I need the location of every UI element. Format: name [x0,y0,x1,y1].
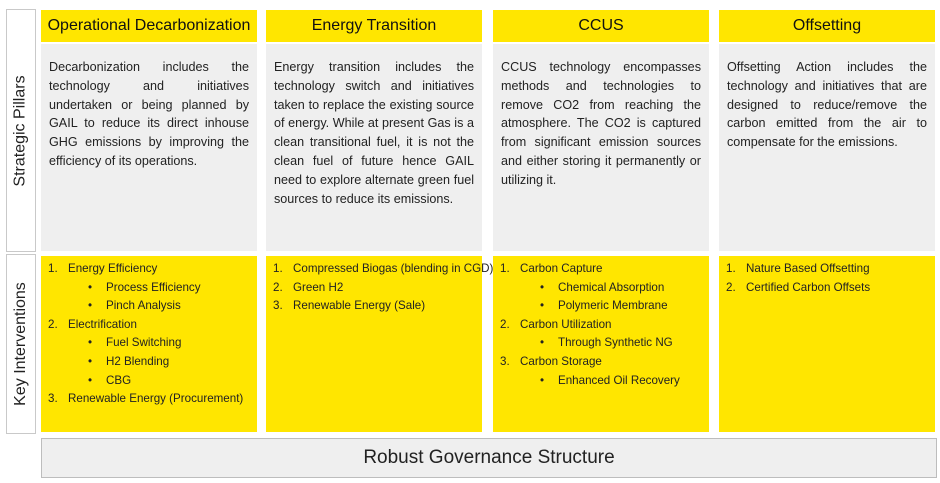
intervention-sub-item [48,334,253,353]
offsetting-description: Offsetting Action includes the technology and initiatives that are designed to reduce/remove the carbon emitted from the air to compensate for the emissions. [719,44,935,251]
intervention-item [726,279,931,298]
intervention-sub-item [500,279,705,298]
item-number: 2. [500,317,510,331]
item-label: Carbon Storage [520,354,602,368]
intervention-item [48,316,253,335]
item-number: 3. [48,392,58,406]
ccus-header [493,10,709,42]
sub-item-label: CBG [106,373,132,387]
intervention-sub-item [48,279,253,298]
governance-banner [41,438,937,478]
ccus-interventions [493,256,709,432]
operational-decarbonization-interventions [41,256,257,432]
bullet-icon: • [540,280,545,294]
intervention-item [500,260,705,279]
bullet-icon: • [88,354,93,368]
item-number: 3. [500,354,510,368]
energy-transition-header [266,10,482,42]
intervention-sub-item [48,297,253,316]
item-number: 3. [273,299,283,313]
sub-item-label: Through Synthetic NG [558,336,673,350]
item-label: Carbon Capture [520,262,603,275]
item-label: Electrification [68,317,137,331]
key-interventions-label: Key Interventions [12,282,29,406]
sub-item-label: Fuel Switching [106,336,182,350]
item-number: 1. [500,262,510,275]
item-label: Energy Efficiency [68,262,158,275]
offsetting-interventions [719,256,935,432]
item-label: Carbon Utilization [520,317,612,331]
sub-item-label: Pinch Analysis [106,299,181,313]
item-label: Certified Carbon Offsets [746,280,871,294]
intervention-item [48,260,253,279]
intervention-item [500,353,705,372]
bullet-icon: • [540,373,545,387]
ccus-title: CCUS [578,17,624,34]
item-label: Renewable Energy (Procurement) [68,392,244,406]
intervention-sub-item [48,372,253,391]
item-number: 1. [726,262,736,275]
energy-transition-interventions [266,256,494,432]
item-label: Green H2 [293,280,344,294]
intervention-item [48,390,253,409]
sub-item-label: H2 Blending [106,354,170,368]
energy-transition-description: Energy transition includes the technology switch and initiatives taken to replace the existing source of energy. While at present Gas is a clean transitional fuel, it is not the clean fuel of future hence GAIL need to explore alternate green fuel sources to reduce its emissions. [266,44,482,251]
intervention-item [500,316,705,335]
item-number: 2. [726,280,736,294]
item-number: 1. [48,262,58,275]
operational-decarbonization-title: Operational Decarbonization [47,17,251,34]
item-label: Renewable Energy (Sale) [293,299,426,313]
intervention-sub-item [500,372,705,391]
key-interventions-label-box [6,254,36,434]
item-label: Compressed Biogas (blending in CGD) [293,262,494,275]
operational-decarbonization-header [41,10,257,42]
governance-label: Robust Governance Structure [363,447,615,468]
item-number: 2. [48,317,58,331]
item-label: Nature Based Offsetting [746,262,870,275]
intervention-sub-item [500,297,705,316]
intervention-item [273,297,478,316]
bullet-icon: • [540,299,545,313]
item-number: 2. [273,280,283,294]
ccus-description: CCUS technology encompasses methods and technologies to remove CO2 from reaching the atmosphere. The CO2 is captured from significant emission sources and either storing it permanently or utilizing it. [493,44,709,251]
strategic-pillars-label: Strategic Pillars [12,74,29,187]
bullet-icon: • [88,280,93,294]
intervention-item [273,279,478,298]
intervention-item [726,260,931,279]
intervention-sub-item [500,334,705,353]
item-number: 1. [273,262,283,275]
sub-item-label: Chemical Absorption [558,280,665,294]
intervention-sub-item [48,353,253,372]
offsetting-title: Offsetting [792,17,862,34]
energy-transition-title: Energy Transition [311,17,437,34]
bullet-icon: • [88,373,93,387]
intervention-item [273,260,494,279]
sub-item-label: Polymeric Membrane [558,299,668,313]
bullet-icon: • [88,336,93,350]
bullet-icon: • [88,299,93,313]
strategic-pillars-label-box [6,9,36,252]
operational-decarbonization-description: Decarbonization includes the technology and initiatives undertaken or being planned by GAIL to reduce its direct inhouse GHG emissions by improving the efficiency of its operations. [41,44,257,251]
sub-item-label: Process Efficiency [106,280,201,294]
offsetting-header [719,10,935,42]
sub-item-label: Enhanced Oil Recovery [558,373,680,387]
bullet-icon: • [540,336,545,350]
